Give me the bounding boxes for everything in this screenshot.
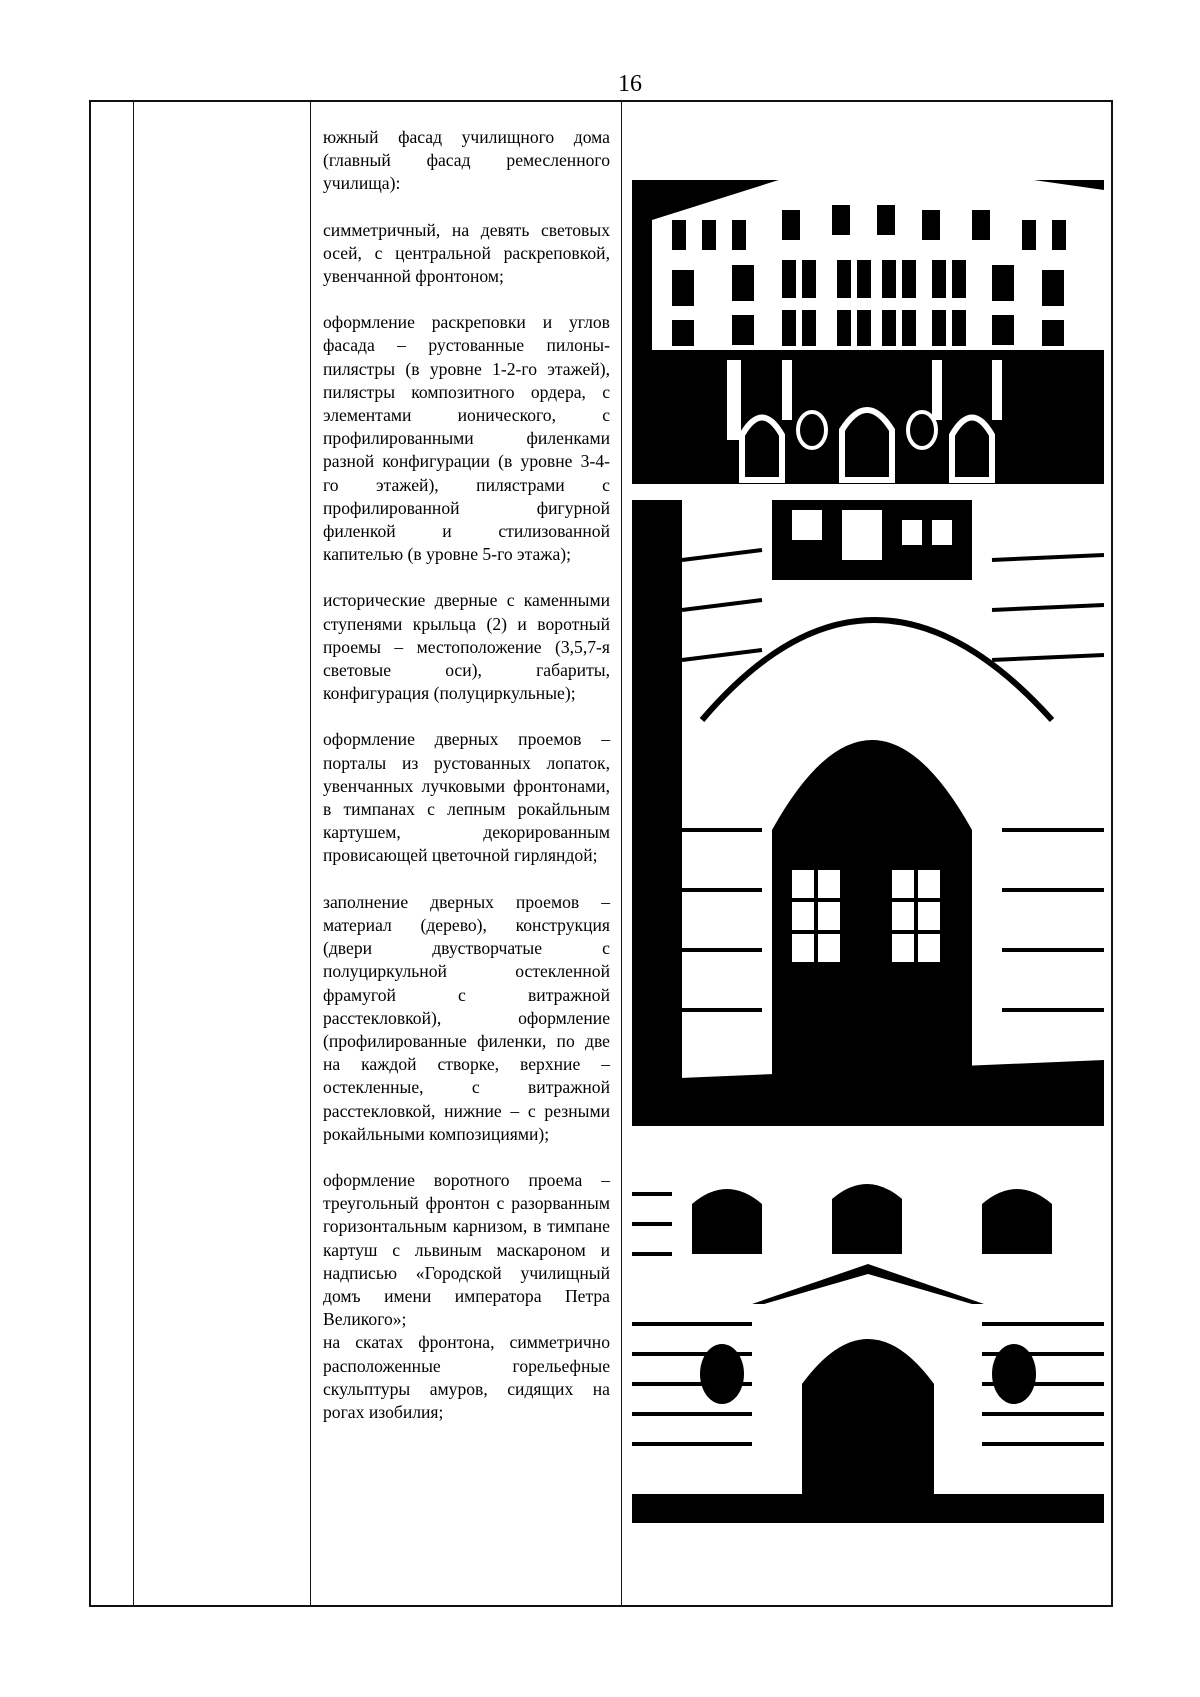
column-divider [310,102,311,1605]
paragraph-sculptures: на скатах фронтона, симметрично расположенные горельефные скульптуры амуров, сидящих на рогах изобилия; [323,1332,610,1422]
description-cell [323,126,610,1424]
photo-gate-opening [632,1174,1104,1523]
paragraph-facade-title: южный фасад училищного дома (главный фасад ремесленного училища): [323,127,610,194]
page-number: 16 [618,71,642,97]
document-table [89,100,1113,1607]
paragraph-openings: исторические дверные с каменными ступенями крыльца (2) и воротный проемы – местоположение (3,5,7-я световые оси), габариты, конфигурация (полуциркульные); [323,590,610,704]
column-divider [133,102,134,1605]
paragraph-symmetry: симметричный, на девять световых осей, с центральной раскреповкой, увенчанной фронтоном; [323,219,610,287]
paragraph-portals: оформление дверных проемов – порталы из рустованных лопаток, увенчанных лучковыми фронтонами, в тимпанах с лепным рокайльным картушем, декорированным провисающей цветочной гирляндой; [323,729,610,866]
photo-door-portal [632,500,1104,1126]
paragraph-gate: оформление воротного проема – треугольный фронтон с разорванным горизонтальным карнизом, в тимпане картуш с львиным маскароном и надписью «Городской училищный домъ имени императора Петра Великого»; [323,1169,610,1330]
paragraph-door-fill: заполнение дверных проемов – материал (дерево), конструкция (двери двустворчатые с полуциркульной остекленной фрамугой с витражной расстекловкой), оформление (профилированные филенки, по две на каждой створке, верхние – остекленные, с витражной расстекловкой, нижние – с резными рокайльными композициями); [323,891,610,1144]
column-divider [621,102,622,1605]
paragraph-pilasters: оформление раскреповки и углов фасада – рустованные пилоны-пилястры (в уровне 1-2-го этажей), пилястры композитного ордера, с элементами ионического, с профилированными филенками разной конфигурации (в уровне 3-4-го этажей), пилястрами с профилированной фигурной филенкой и стилизованной капителью (в уровне 5-го этажа); [323,312,610,565]
photo-south-facade [632,150,1104,484]
